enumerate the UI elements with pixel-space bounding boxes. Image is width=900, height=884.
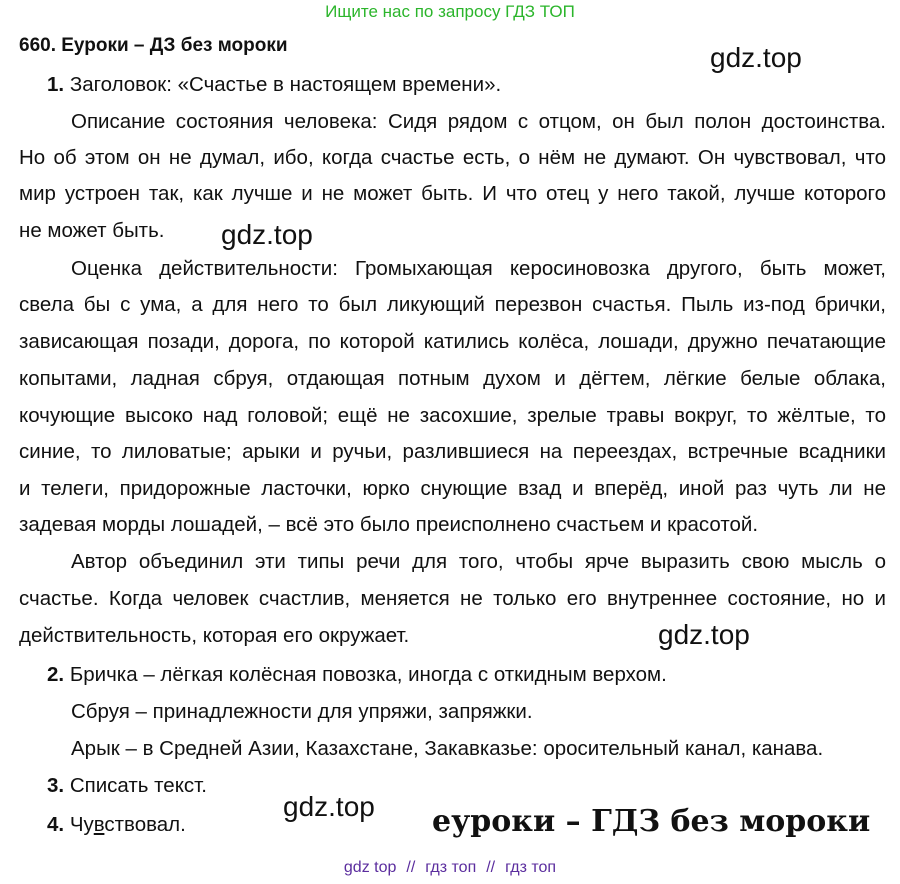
paragraph-line: задевая морды лошадей, – всё это было преисполнено счастьем и красотой. (19, 513, 759, 536)
paragraph-line: синие, то лиловатые; арыки и ручьи, разлившиеся на переездах, встречные всадники (19, 440, 886, 463)
exercise-heading: 660. Еуроки – ДЗ без мороки (19, 35, 288, 56)
watermark: gdz.top (658, 619, 750, 650)
paragraph-line: Но об этом он не думал, ибо, когда счастье есть, о нём не думают. Он чувствовал, что (19, 146, 886, 169)
definition-line: Арык – в Средней Азии, Казахстане, Закавказье: оросительный канал, канава. (71, 737, 824, 760)
paragraph-line: счастье. Когда человек счастлив, меняется не только его внутреннее состояние, но и (19, 587, 886, 610)
task-2-line (47, 663, 667, 687)
watermark: gdz.top (710, 42, 802, 73)
paragraph-line: Автор объединил эти типы речи для того, чтобы ярче выразить свою мысль о (71, 550, 886, 573)
task-4-line (47, 813, 186, 837)
paragraph-line: свела бы с ума, а для него то был ликующий перезвон счастья. Пыль из-под брички, (19, 293, 886, 316)
task-1-title (47, 73, 501, 97)
task-number: 4. (47, 813, 65, 836)
task-number: 1. (47, 73, 65, 96)
task-3-line (47, 774, 207, 798)
task-1-title-text: Заголовок: «Счастье в настоящем времени». (69, 73, 502, 96)
paragraph-line: действительность, которая его окружает. (19, 624, 410, 647)
paragraph-line: мир устроен так, как лучше и не может быть. И что отец у него такой, лучше которого (19, 182, 886, 205)
task-number: 2. (47, 663, 65, 686)
word-post: ствовал. (104, 813, 186, 836)
paragraph-line: копытами, ладная сбруя, отдающая потным духом и дёгтем, лёгкие белые облака, (19, 367, 886, 390)
definition-line: Сбруя – принадлежности для упряжи, запряжки. (71, 700, 533, 723)
watermark: gdz.top (221, 219, 313, 250)
bottom-links (0, 859, 900, 877)
underlined-letter: в (93, 813, 105, 836)
separator: // (406, 859, 416, 876)
task-number: 3. (47, 774, 65, 797)
brand-watermark: еуроки – ГДЗ без мороки (432, 804, 871, 839)
separator: // (486, 859, 496, 876)
paragraph-line: и телеги, придорожные ласточки, юрко снующие взад и вперёд, иной раз чуть ли не (19, 477, 886, 500)
top-banner[interactable]: Ищите нас по запросу ГДЗ ТОП (325, 2, 575, 21)
bottom-link[interactable]: гдз топ (425, 859, 477, 876)
paragraph-line: кочующие высоко над головой; ещё не засохшие, зрелые травы вокруг, то жёлтые, то (19, 404, 886, 427)
paragraph-line: Описание состояния человека: Сидя рядом с отцом, он был полон достоинства. (71, 110, 886, 133)
task-3-text: Списать текст. (69, 774, 207, 797)
paragraph-line: Оценка действительности: Громыхающая керосиновозка другого, быть может, (71, 257, 886, 280)
paragraph-line: зависающая позади, дорога, по которой катились колёса, лошади, дружно печатающие (19, 330, 886, 353)
watermark: gdz.top (283, 791, 375, 822)
word-pre: Чу (69, 813, 94, 836)
bottom-link[interactable]: gdz top (343, 859, 397, 876)
definition-text: Бричка – лёгкая колёсная повозка, иногда с откидным верхом. (69, 663, 667, 686)
bottom-link[interactable]: гдз топ (505, 859, 557, 876)
paragraph-line: не может быть. (19, 219, 165, 242)
